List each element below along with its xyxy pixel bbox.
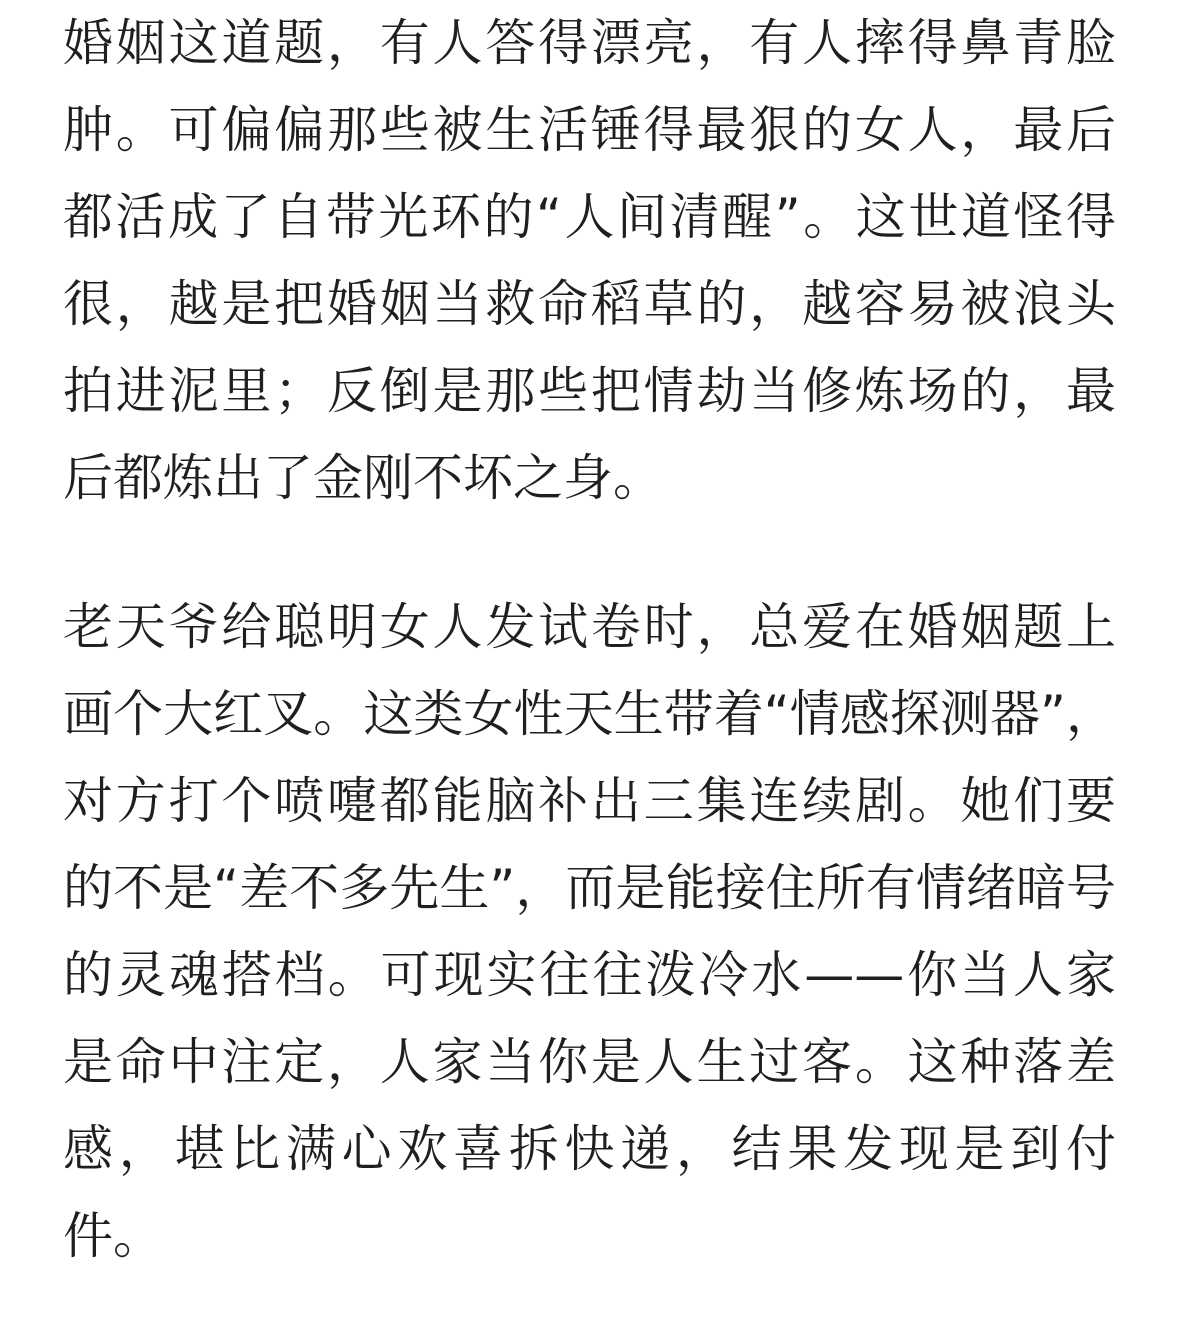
text-line: 的灵魂搭档。可现实往往泼冷水——你当人家 — [63, 946, 1116, 1004]
text-line: 拍进泥里；反倒是那些把情劫当修炼场的，最 — [63, 362, 1116, 420]
paragraph — [63, 0, 1116, 522]
text-line: 很，越是把婚姻当救命稻草的，越容易被浪头 — [63, 275, 1116, 333]
text-line: 画个大红叉。这类女性天生带着“情感探测器”， — [63, 685, 1116, 743]
text-line: 件。 — [63, 1207, 163, 1265]
text-line: 感，堪比满心欢喜拆快递，结果发现是到付 — [63, 1120, 1116, 1178]
text-line: 老天爷给聪明女人发试卷时，总爱在婚姻题上 — [63, 598, 1116, 656]
text-line: 肿。可偏偏那些被生活锤得最狠的女人，最后 — [63, 101, 1116, 159]
text-line: 对方打个喷嚏都能脑补出三集连续剧。她们要 — [63, 772, 1116, 830]
text-line: 是命中注定，人家当你是人生过客。这种落差 — [63, 1033, 1116, 1091]
text-line: 的不是“差不多先生”，而是能接住所有情绪暗号 — [63, 859, 1116, 917]
text-line: 婚姻这道题，有人答得漂亮，有人摔得鼻青脸 — [63, 14, 1116, 72]
paragraph — [63, 584, 1116, 1280]
text-line: 后都炼出了金刚不坏之身。 — [63, 449, 663, 507]
text-line: 都活成了自带光环的“人间清醒”。这世道怪得 — [63, 188, 1116, 246]
